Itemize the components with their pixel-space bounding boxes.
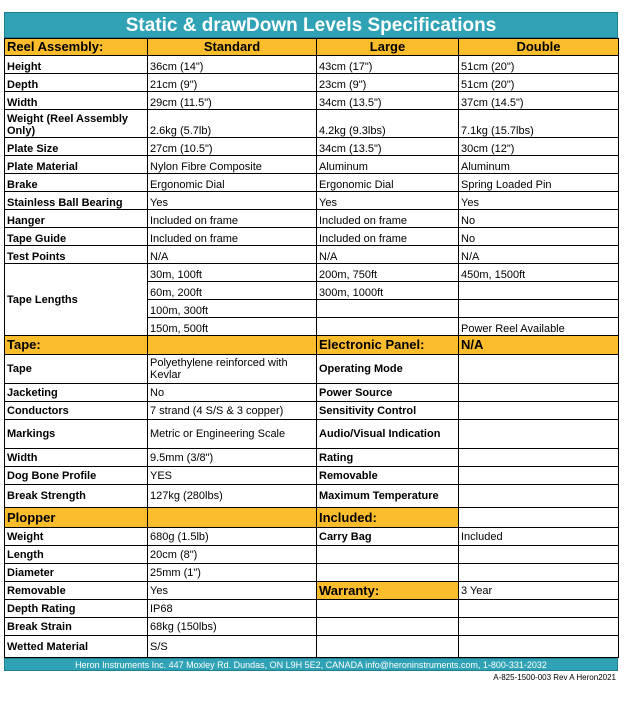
table-cell <box>317 618 459 636</box>
tape-value: No <box>148 384 317 402</box>
table-cell <box>459 546 619 564</box>
row-label: Diameter <box>5 564 148 582</box>
electronic-row-label: Audio/Visual Indication <box>317 420 459 449</box>
table-row <box>5 420 619 449</box>
row-label: Break Strain <box>5 618 148 636</box>
row-label: Removable <box>5 582 148 600</box>
row-label: Hanger <box>5 210 148 228</box>
electronic-panel-value: N/A <box>459 336 619 355</box>
row-label: Weight <box>5 528 148 546</box>
row-label: Stainless Ball Bearing <box>5 192 148 210</box>
row-label: Plate Material <box>5 156 148 174</box>
electronic-row-label: Operating Mode <box>317 355 459 384</box>
value-standard: Included on frame <box>148 228 317 246</box>
electronic-value <box>459 402 619 420</box>
value-double: 37cm (14.5") <box>459 92 619 110</box>
tape-length-standard: 100m, 300ft <box>148 300 317 318</box>
table-row <box>5 210 619 228</box>
table-row <box>5 264 619 282</box>
table-cell <box>459 508 619 528</box>
value-large: Aluminum <box>317 156 459 174</box>
table-row <box>5 336 619 355</box>
table-row <box>5 600 619 618</box>
table-cell <box>459 636 619 658</box>
electronic-value <box>459 384 619 402</box>
table-row <box>5 174 619 192</box>
plopper-value: 20cm (8") <box>148 546 317 564</box>
plopper-value: IP68 <box>148 600 317 618</box>
tape-length-double <box>459 282 619 300</box>
table-cell <box>459 564 619 582</box>
row-label: Depth Rating <box>5 600 148 618</box>
table-row <box>5 449 619 467</box>
table-row <box>5 508 619 528</box>
tape-value: YES <box>148 467 317 485</box>
table-row <box>5 467 619 485</box>
value-standard: 27cm (10.5") <box>148 138 317 156</box>
column-header-double: Double <box>459 39 619 56</box>
tape-length-large <box>317 300 459 318</box>
value-large: Ergonomic Dial <box>317 174 459 192</box>
row-label: Wetted Material <box>5 636 148 658</box>
tape-value: 127kg (280lbs) <box>148 485 317 508</box>
tape-value: 9.5mm (3/8") <box>148 449 317 467</box>
value-double: 7.1kg (15.7lbs) <box>459 110 619 138</box>
table-row <box>5 192 619 210</box>
row-label: Depth <box>5 74 148 92</box>
row-label: Test Points <box>5 246 148 264</box>
table-cell <box>148 508 317 528</box>
row-label: Conductors <box>5 402 148 420</box>
row-label: Length <box>5 546 148 564</box>
electronic-row-label: Rating <box>317 449 459 467</box>
table-cell <box>459 600 619 618</box>
tape-length-standard: 150m, 500ft <box>148 318 317 336</box>
table-row <box>5 636 619 658</box>
value-large: 43cm (17") <box>317 56 459 74</box>
row-label: Break Strength <box>5 485 148 508</box>
tape-length-large: 300m, 1000ft <box>317 282 459 300</box>
tape-length-standard: 30m, 100ft <box>148 264 317 282</box>
row-label: Height <box>5 56 148 74</box>
electronic-row-label: Maximum Temperature <box>317 485 459 508</box>
value-double: 51cm (20") <box>459 74 619 92</box>
plopper-value: 68kg (150lbs) <box>148 618 317 636</box>
value-double: Aluminum <box>459 156 619 174</box>
row-label: Plate Size <box>5 138 148 156</box>
table-row <box>5 564 619 582</box>
row-label: Markings <box>5 420 148 449</box>
value-standard: Ergonomic Dial <box>148 174 317 192</box>
tape-length-double <box>459 300 619 318</box>
value-standard: Included on frame <box>148 210 317 228</box>
value-large: N/A <box>317 246 459 264</box>
electronic-row-label: Removable <box>317 467 459 485</box>
section-heading-included: Included: <box>317 508 459 528</box>
value-double: No <box>459 210 619 228</box>
table-cell <box>317 600 459 618</box>
value-standard: Nylon Fibre Composite <box>148 156 317 174</box>
row-label-tape-lengths: Tape Lengths <box>5 264 148 336</box>
row-label: Dog Bone Profile <box>5 467 148 485</box>
section-heading-warranty: Warranty: <box>317 582 459 600</box>
table-row <box>5 39 619 56</box>
column-header-large: Large <box>317 39 459 56</box>
row-label: Weight (Reel Assembly Only) <box>5 110 148 138</box>
value-large: 4.2kg (9.3lbs) <box>317 110 459 138</box>
value-double: 51cm (20") <box>459 56 619 74</box>
value-large: 34cm (13.5") <box>317 92 459 110</box>
value-large: 34cm (13.5") <box>317 138 459 156</box>
value-large: Included on frame <box>317 228 459 246</box>
electronic-value <box>459 355 619 384</box>
tape-length-double: 450m, 1500ft <box>459 264 619 282</box>
value-double: Yes <box>459 192 619 210</box>
column-header-standard: Standard <box>148 39 317 56</box>
tape-length-double: Power Reel Available <box>459 318 619 336</box>
electronic-value <box>459 485 619 508</box>
electronic-value <box>459 420 619 449</box>
table-row <box>5 582 619 600</box>
page-title: Static & drawDown Levels Specifications <box>4 12 618 38</box>
section-heading-reel-assembly: Reel Assembly: <box>5 39 148 56</box>
table-row <box>5 246 619 264</box>
included-item-value: Included <box>459 528 619 546</box>
table-row <box>5 528 619 546</box>
plopper-value: Yes <box>148 582 317 600</box>
table-row <box>5 618 619 636</box>
table-cell <box>317 564 459 582</box>
row-label: Tape <box>5 355 148 384</box>
table-cell <box>317 636 459 658</box>
table-row <box>5 156 619 174</box>
value-double: N/A <box>459 246 619 264</box>
table-row <box>5 485 619 508</box>
table-cell <box>459 618 619 636</box>
value-standard: N/A <box>148 246 317 264</box>
electronic-row-label: Sensitivity Control <box>317 402 459 420</box>
row-label: Jacketing <box>5 384 148 402</box>
value-large: Yes <box>317 192 459 210</box>
row-label: Width <box>5 92 148 110</box>
tape-value: Metric or Engineering Scale <box>148 420 317 449</box>
table-cell <box>148 336 317 355</box>
table-row <box>5 384 619 402</box>
value-large: Included on frame <box>317 210 459 228</box>
tape-length-standard: 60m, 200ft <box>148 282 317 300</box>
row-label: Width <box>5 449 148 467</box>
value-standard: 21cm (9") <box>148 74 317 92</box>
table-row <box>5 355 619 384</box>
table-row <box>5 138 619 156</box>
value-double: Spring Loaded Pin <box>459 174 619 192</box>
value-double: No <box>459 228 619 246</box>
plopper-value: S/S <box>148 636 317 658</box>
row-label: Tape Guide <box>5 228 148 246</box>
table-row <box>5 228 619 246</box>
table-row <box>5 546 619 564</box>
section-heading-plopper: Plopper <box>5 508 148 528</box>
value-standard: 29cm (11.5") <box>148 92 317 110</box>
table-row <box>5 110 619 138</box>
value-large: 23cm (9") <box>317 74 459 92</box>
included-item-label: Carry Bag <box>317 528 459 546</box>
tape-length-large <box>317 318 459 336</box>
electronic-row-label: Power Source <box>317 384 459 402</box>
document-number: A-825-1500-003 Rev A Heron2021 <box>493 673 616 682</box>
electronic-value <box>459 449 619 467</box>
value-standard: 2.6kg (5.7lb) <box>148 110 317 138</box>
footer-contact: Heron Instruments Inc. 447 Moxley Rd. Dundas, ON L9H 5E2, CANADA info@heroninstruments.com, 1-800-331-2032 <box>4 658 618 671</box>
electronic-value <box>459 467 619 485</box>
tape-value: 7 strand (4 S/S & 3 copper) <box>148 402 317 420</box>
table-row <box>5 402 619 420</box>
plopper-value: 680g (1.5lb) <box>148 528 317 546</box>
value-standard: Yes <box>148 192 317 210</box>
section-heading-electronic-panel: Electronic Panel: <box>317 336 459 355</box>
table-row <box>5 92 619 110</box>
spec-sheet <box>4 12 618 685</box>
table-row <box>5 56 619 74</box>
tape-value: Polyethylene reinforced with Kevlar <box>148 355 317 384</box>
tape-length-large: 200m, 750ft <box>317 264 459 282</box>
plopper-value: 25mm (1") <box>148 564 317 582</box>
warranty-value: 3 Year <box>459 582 619 600</box>
spec-table <box>4 38 619 658</box>
table-row <box>5 74 619 92</box>
value-standard: 36cm (14") <box>148 56 317 74</box>
section-heading-tape: Tape: <box>5 336 148 355</box>
row-label: Brake <box>5 174 148 192</box>
value-double: 30cm (12") <box>459 138 619 156</box>
table-cell <box>317 546 459 564</box>
